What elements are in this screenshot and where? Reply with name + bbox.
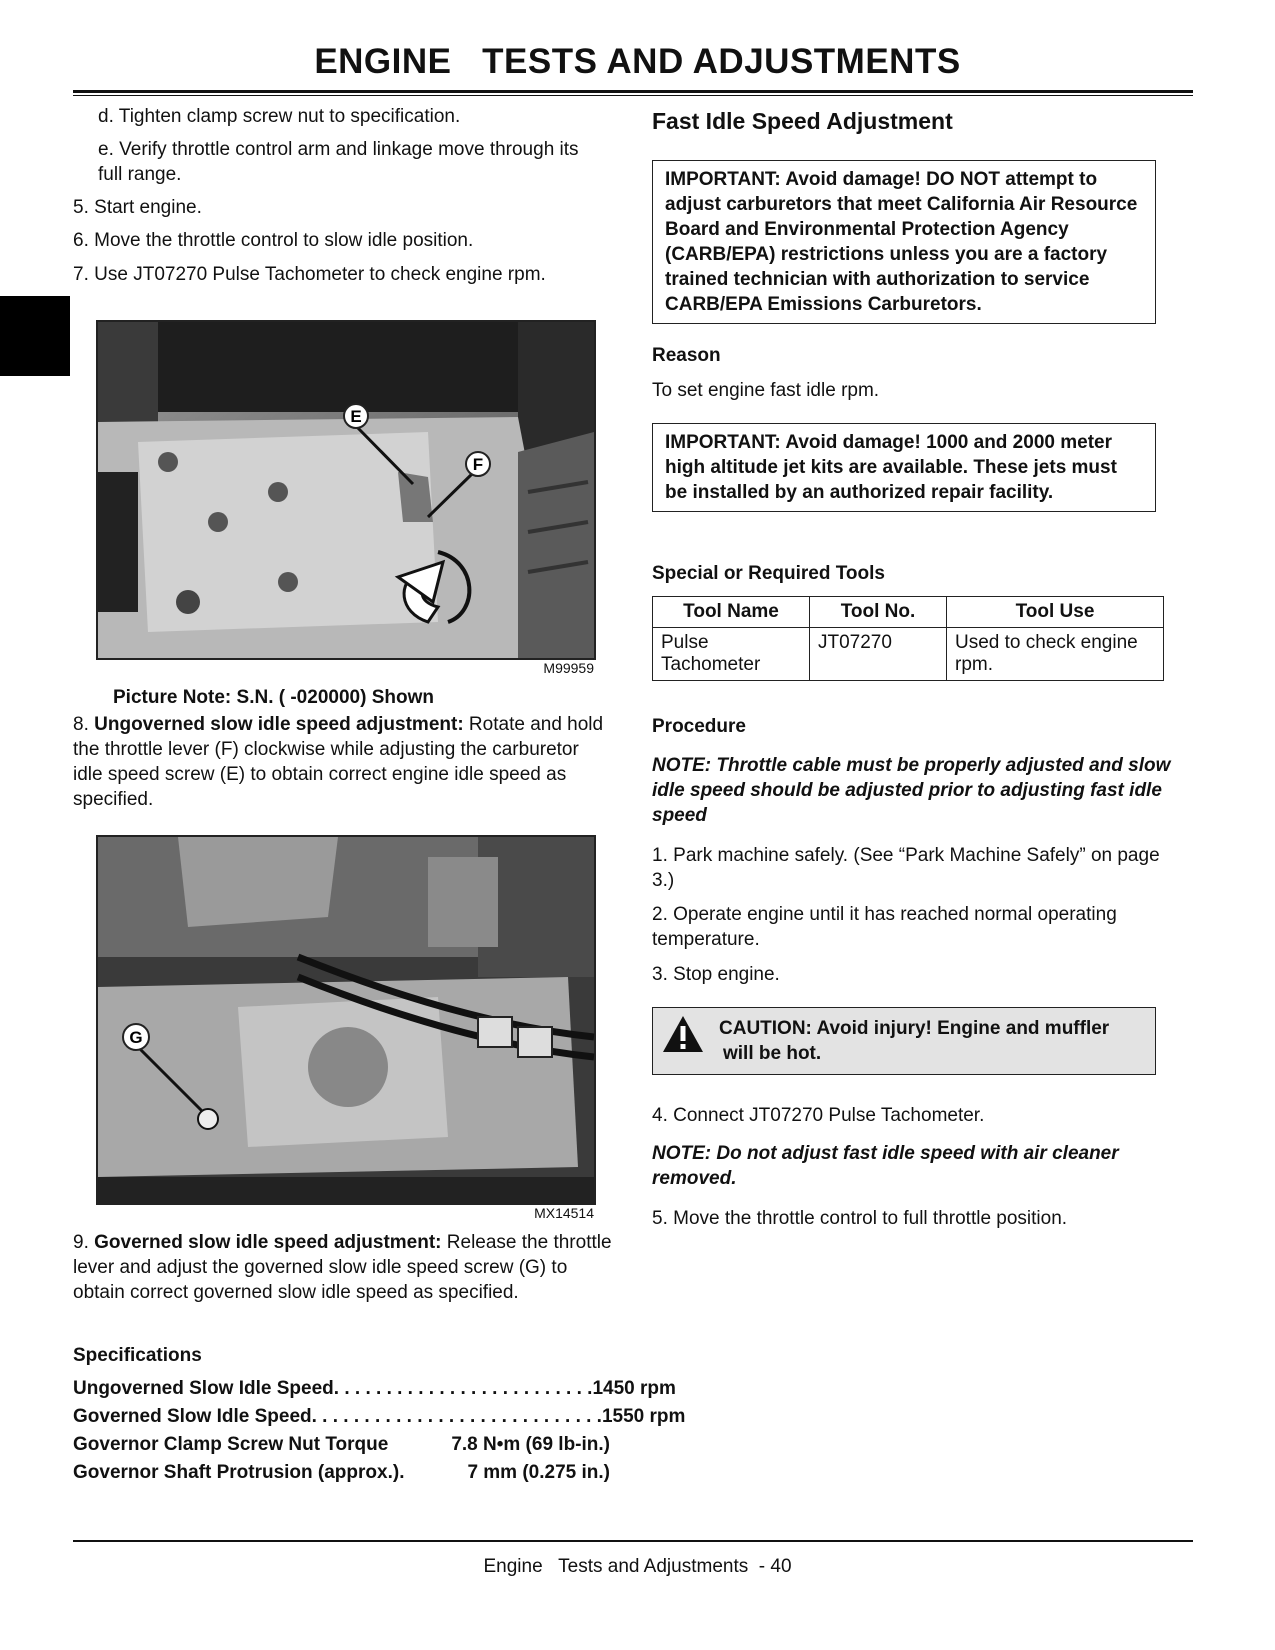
- section-tab-marker: [0, 296, 70, 376]
- step-text: Operate engine until it has reached normal operating temperature.: [652, 904, 1117, 950]
- figure-number: MX14514: [534, 1205, 594, 1221]
- spec-leader: [388, 1431, 451, 1459]
- important-notice-jets: IMPORTANT: Avoid damage! 1000 and 2000 meter high altitude jet kits are available. These jets must be installed by an authorized repair facility.: [652, 423, 1156, 512]
- engine-photo-carburetor: [96, 320, 596, 660]
- step-1: [652, 843, 1172, 893]
- step-bold-text: Governed slow idle speed adjustment:: [94, 1232, 442, 1253]
- step-text: Tighten clamp screw nut to specification.: [118, 106, 461, 127]
- step-2: [652, 902, 1172, 952]
- step-number: 4.: [652, 1105, 668, 1126]
- footer-rule: [73, 1540, 1193, 1542]
- spec-label: Ungoverned Slow Idle Speed: [73, 1378, 334, 1399]
- specifications-heading: Specifications: [73, 1345, 202, 1366]
- procedure-heading: Procedure: [652, 716, 746, 737]
- engine-photo-governor: [96, 835, 596, 1205]
- step-7: [73, 262, 598, 287]
- step-text: Move the throttle control to full throttle position.: [673, 1208, 1068, 1229]
- step-6: [73, 228, 598, 253]
- photo-illustration: [98, 322, 594, 658]
- tools-heading: Special or Required Tools: [652, 563, 885, 584]
- step-text: Rotate and hold the throttle lever (F) clockwise while adjusting the carburetor idle speed screw (E) to obtain correct engine idle speed as specified.: [73, 714, 604, 810]
- reason-text: To set engine fast idle rpm.: [652, 380, 880, 401]
- header-rule-thin: [73, 95, 1193, 96]
- reason-heading: Reason: [652, 345, 721, 366]
- picture-note: Picture Note: S.N. ( -020000) Shown: [113, 687, 434, 708]
- section-title: Fast Idle Speed Adjustment: [652, 108, 953, 134]
- spec-leader: .: [399, 1462, 405, 1483]
- step-number: 8.: [73, 714, 89, 735]
- note-throttle-cable: NOTE: Throttle cable must be properly adjusted and slow idle speed should be adjusted prior to adjusting fast idle speed: [652, 755, 1171, 826]
- caution-line-2: will be hot.: [723, 1043, 822, 1064]
- step-number: e.: [98, 139, 114, 160]
- note-air-cleaner: NOTE: Do not adjust fast idle speed with air cleaner removed.: [652, 1143, 1119, 1189]
- column-header: Tool Use: [947, 597, 1164, 628]
- header-rule: [73, 90, 1193, 93]
- step-number: 3.: [652, 964, 668, 985]
- step-number: 2.: [652, 904, 668, 925]
- spec-value: 1550 rpm: [601, 1406, 686, 1427]
- spec-row: [73, 1459, 610, 1487]
- step-text: Move the throttle control to slow idle position.: [94, 230, 474, 251]
- step-text: Use JT07270 Pulse Tachometer to check engine rpm.: [94, 264, 546, 285]
- step-e: [98, 137, 598, 187]
- spec-value: 7 mm (0.275 in.): [467, 1462, 610, 1483]
- figure-number: M99959: [543, 660, 594, 676]
- step-number: 9.: [73, 1232, 89, 1253]
- step-number: 7.: [73, 264, 89, 285]
- spec-row: [73, 1375, 676, 1403]
- page-title: ENGINE TESTS AND ADJUSTMENTS: [314, 42, 961, 81]
- spec-leader: . . . . . . . . . . . . . . . . . . . . . . . . .: [333, 1378, 593, 1399]
- photo-illustration: [98, 837, 594, 1203]
- table-row: [653, 628, 1164, 681]
- table-header-row: [653, 597, 1164, 628]
- table-cell: Used to check engine rpm.: [947, 628, 1164, 681]
- step-text: Verify throttle control arm and linkage move through its full range.: [98, 139, 579, 185]
- step-3: [652, 962, 1172, 987]
- column-header: Tool Name: [653, 597, 810, 628]
- step-number: 1.: [652, 845, 668, 866]
- tools-table: [652, 596, 1164, 681]
- warning-triangle-icon: [661, 1014, 705, 1054]
- step-number: d.: [98, 106, 114, 127]
- spec-row: [73, 1431, 610, 1459]
- step-4: [652, 1103, 1172, 1128]
- spec-leader: . . . . . . . . . . . . . . . . . . . . . . . . . . . .: [311, 1406, 602, 1427]
- callout-f: F: [472, 455, 484, 474]
- table-cell: JT07270: [810, 628, 947, 681]
- step-9: [73, 1230, 613, 1305]
- step-5-right: [652, 1206, 1172, 1231]
- column-header: Tool No.: [810, 597, 947, 628]
- spec-row: [73, 1403, 686, 1431]
- step-bold-text: Ungoverned slow idle speed adjustment:: [94, 714, 464, 735]
- specifications-list: [73, 1375, 686, 1487]
- step-d: [98, 104, 598, 129]
- step-text: Start engine.: [94, 197, 202, 218]
- caution-box: [652, 1007, 1156, 1075]
- step-5: [73, 195, 598, 220]
- step-8: [73, 712, 613, 812]
- important-notice-carb: IMPORTANT: Avoid damage! DO NOT attempt to adjust carburetors that meet California Air Resource Board and Environmental Protection Agency (CARB/EPA) restrictions unless you are a factory trained technician with authorization to service CARB/EPA Emissions Carburetors.: [652, 160, 1156, 324]
- table-cell: Pulse Tachometer: [653, 628, 810, 681]
- step-number: 5.: [73, 197, 89, 218]
- spec-label: Governor Clamp Screw Nut Torque: [73, 1434, 389, 1455]
- spec-value: 7.8 N•m (69 lb-in.): [451, 1434, 610, 1455]
- step-number: 5.: [652, 1208, 668, 1229]
- spec-label: Governed Slow Idle Speed: [73, 1406, 312, 1427]
- step-text: Park machine safely. (See “Park Machine Safely” on page 3.): [652, 845, 1160, 891]
- step-text: Release the throttle lever and adjust the governed slow idle speed screw (G) to obtain correct governed slow idle speed as specified.: [73, 1232, 612, 1303]
- spec-label: Governor Shaft Protrusion (approx.): [73, 1462, 400, 1483]
- callout-g: G: [129, 1028, 143, 1047]
- page-footer: Engine Tests and Adjustments - 40: [483, 1556, 792, 1577]
- callout-e: E: [350, 407, 362, 426]
- spec-value: 1450 rpm: [592, 1378, 676, 1399]
- step-number: 6.: [73, 230, 89, 251]
- step-text: Connect JT07270 Pulse Tachometer.: [673, 1105, 985, 1126]
- caution-line-1: CAUTION: Avoid injury! Engine and muffler: [719, 1018, 1110, 1039]
- step-text: Stop engine.: [673, 964, 780, 985]
